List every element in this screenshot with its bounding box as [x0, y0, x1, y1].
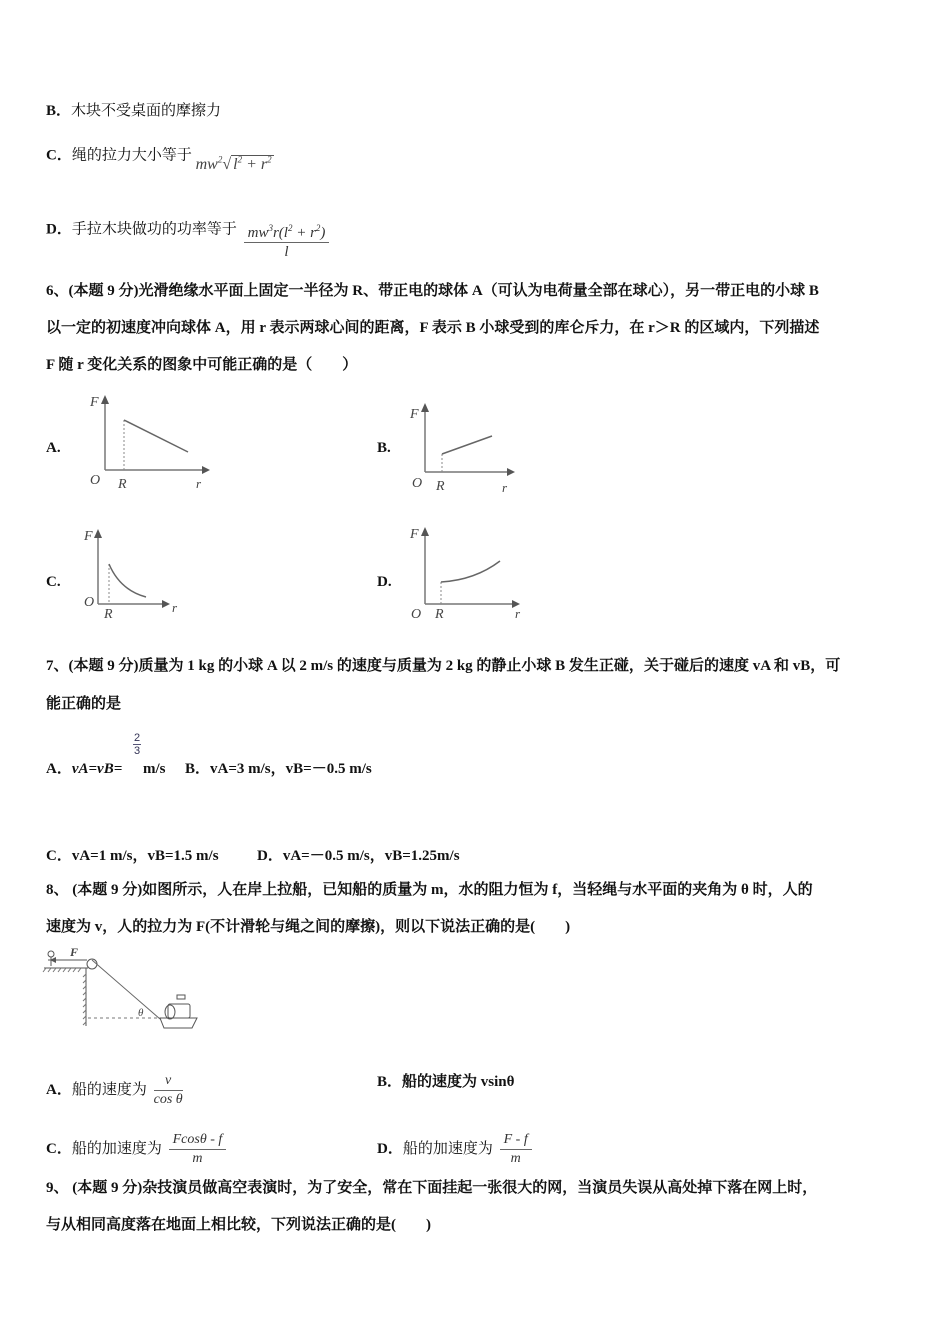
svg-text:F: F: [84, 529, 93, 544]
option-text: vA=3 m/s，vB=－0.5 m/s: [210, 761, 372, 777]
fraction-numerator: 2: [134, 732, 141, 744]
graph-d-curve-increasing: [405, 524, 530, 624]
svg-text:r: r: [172, 600, 178, 615]
option-text: 船的加速度为: [71, 1140, 162, 1157]
svg-text:R: R: [118, 477, 127, 492]
q5-option-d: [46, 209, 329, 260]
graph-b-linear-increasing: [400, 400, 530, 495]
svg-text:O: O: [412, 476, 423, 491]
option-label: D．: [257, 848, 283, 864]
svg-text:R: R: [104, 607, 113, 622]
option-text: 绳的拉力大小等于: [71, 147, 192, 164]
option-text: vA=－0.5 m/s，vB=1.25m/s: [282, 848, 460, 864]
boat-pulling-figure: [42, 946, 212, 1031]
svg-text:R: R: [436, 479, 445, 494]
fraction: [500, 1131, 532, 1168]
q5-option-b: [46, 101, 221, 121]
q7-option-d: [257, 846, 460, 866]
graph-a-linear-decreasing: [80, 392, 220, 492]
option-label: C．: [46, 147, 72, 164]
option-label: B．: [377, 1074, 403, 1090]
denominator: m: [510, 1151, 521, 1166]
q7-option-c: [46, 846, 219, 866]
q9-text-line1: 9、 (本题 9 分)杂技演员做高空表演时，为了安全，常在下面挂起一张很大的网，当演员失误从高处掉下落在网上时，: [46, 1180, 818, 1196]
q8-text-line2: 速度为 v，人的拉力为 F(不计滑轮与绳之间的摩擦)，则以下说法正确的是( ): [46, 919, 571, 935]
option-text: vA=vB=: [71, 761, 123, 777]
option-label: A．: [46, 761, 72, 777]
q8-option-c: [46, 1131, 226, 1168]
q8-option-a: [46, 1072, 183, 1109]
denominator: cos θ: [153, 1092, 183, 1107]
denominator: m: [192, 1151, 203, 1166]
numerator: F - f: [500, 1131, 532, 1150]
option-text: 船的速度为: [71, 1081, 147, 1098]
option-label: C．: [46, 848, 72, 864]
svg-text:O: O: [411, 607, 422, 622]
unit: m/s: [143, 761, 166, 777]
svg-text:F: F: [410, 527, 419, 542]
q8-option-b: [377, 1072, 514, 1092]
q7-option-a: [46, 759, 122, 779]
graph-c-curve-decreasing: [80, 524, 190, 624]
graph-d-label: D.: [377, 574, 392, 590]
q7-text-line1: 7、(本题 9 分)质量为 1 kg 的小球 A 以 2 m/s 的速度与质量为 2 kg 的静止小球 B 发生正碰，关于碰后的速度 vA 和 vB，可: [46, 658, 841, 674]
q5-option-c: [46, 140, 274, 174]
graph-a-label: A.: [46, 440, 61, 456]
q6-text-line2: 以一定的初速度冲向球体 A，用 r 表示两球心间的距离，F 表示 B 小球受到的库仑斥力，在 r＞R 的区域内，下列描述: [46, 320, 820, 336]
q7-option-b: [185, 759, 372, 779]
svg-text:θ: θ: [138, 1007, 144, 1019]
option-text: 船的速度为 vsinθ: [402, 1074, 515, 1090]
option-text: 船的加速度为: [402, 1140, 493, 1157]
q6-text-line3: F 随 r 变化关系的图象中可能正确的是（ ）: [46, 357, 358, 373]
fraction: [154, 1072, 183, 1109]
fraction-denominator: 3: [134, 745, 141, 757]
option-text: 手拉木块做功的功率等于: [71, 221, 237, 238]
graph-b-label: B.: [377, 440, 391, 456]
option-label: D．: [377, 1140, 403, 1157]
svg-text:O: O: [84, 595, 95, 610]
formula-fraction: $\frac{mw^3r(l^2 + r^2)}{l}$: [244, 219, 330, 261]
svg-text:r: r: [515, 606, 521, 621]
svg-text:F: F: [70, 946, 79, 959]
formula: $mw^2√$ $l^2 + r^2$: [195, 155, 272, 174]
svg-text:O: O: [90, 473, 101, 488]
q9-text-line2: 与从相同高度落在地面上相比较，下列说法正确的是( ): [46, 1217, 431, 1233]
numerator: Fcosθ - f: [169, 1131, 227, 1150]
option-label: B．: [46, 103, 72, 119]
option-label: A．: [46, 1081, 72, 1098]
q8-option-d: [377, 1131, 532, 1168]
q8-text-line1: 8、 (本题 9 分)如图所示，人在岸上拉船，已知船的质量为 m，水的阻力恒为 f，当轻绳与水平面的夹角为 θ 时，人的: [46, 882, 813, 898]
fraction-two-thirds: [133, 732, 141, 757]
option-text: 木块不受桌面的摩擦力: [71, 103, 222, 119]
svg-text:F: F: [410, 407, 419, 422]
option-label: B．: [185, 761, 211, 777]
q6-text-line1: 6、(本题 9 分)光滑绝缘水平面上固定一半径为 R、带正电的球体 A（可认为电荷量全部在球心），另一带正电的小球 B: [46, 283, 819, 299]
option-text: vA=1 m/s，vB=1.5 m/s: [71, 848, 219, 864]
q7-text-line2: 能正确的是: [46, 696, 122, 712]
svg-text:F: F: [90, 395, 99, 410]
svg-text:r: r: [196, 476, 202, 491]
graph-c-label: C.: [46, 574, 61, 590]
fraction: [169, 1131, 227, 1168]
svg-text:r: r: [502, 480, 508, 495]
option-label: C．: [46, 1140, 72, 1157]
option-label: D．: [46, 221, 72, 238]
numerator: v: [154, 1072, 183, 1091]
svg-text:R: R: [435, 607, 444, 622]
